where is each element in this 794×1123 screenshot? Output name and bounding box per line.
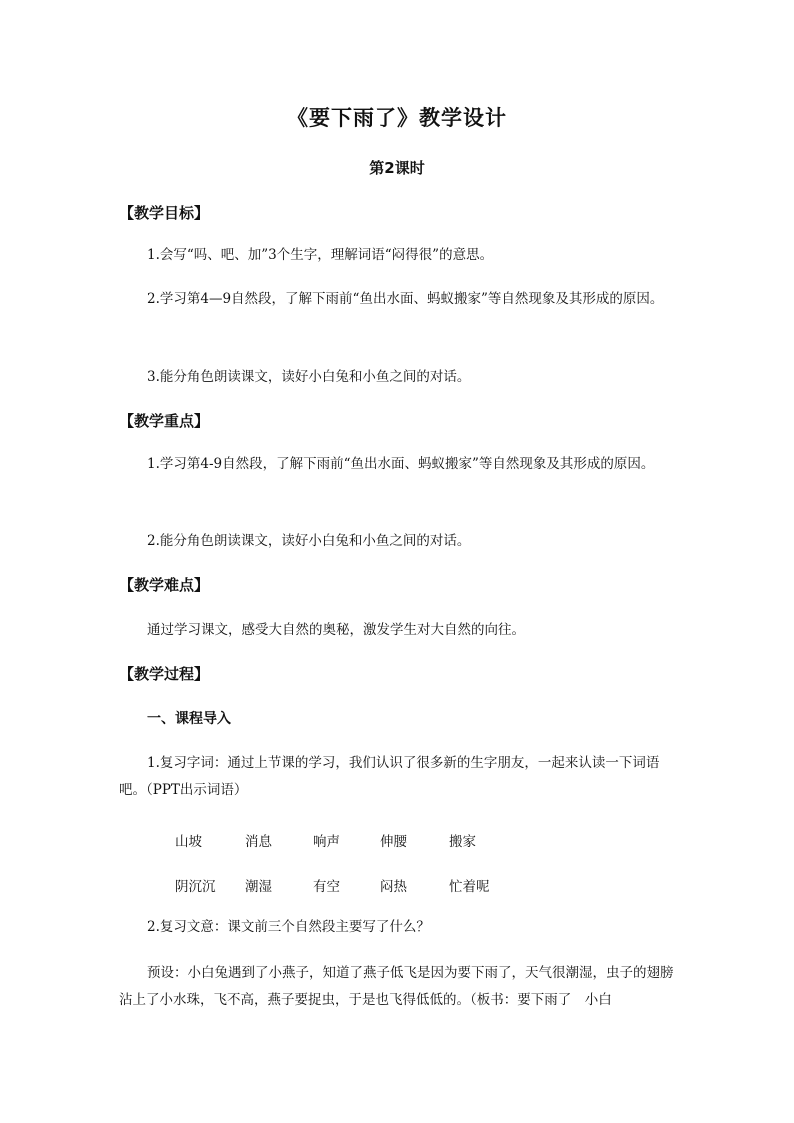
word-item: 搬家 xyxy=(449,834,476,850)
process-step-1: 1.复习字词：通过上节课的学习，我们认识了很多新的生字朋友，一起来认读一下词语吧。（PPT出示词语） xyxy=(119,755,660,798)
word-item: 有空 xyxy=(313,879,340,895)
key-point-item-1: 1.学习第4-9自然段，了解下雨前“鱼出水面、蚂蚁搬家”等自然现象及其形成的原因。 xyxy=(147,456,655,472)
difficulty-text: 通过学习课文，感受大自然的奥秘，激发学生对大自然的向往。 xyxy=(147,622,525,638)
process-part-1: 一、课程导入 xyxy=(147,711,231,727)
heading-process: 【教学过程】 xyxy=(119,665,210,683)
page-title: 《要下雨了》教学设计 xyxy=(287,106,507,130)
word-item: 消息 xyxy=(245,834,272,850)
word-item: 忙着呢 xyxy=(449,879,490,895)
process-preset: 预设：小白兔遇到了小燕子，知道了燕子低飞是因为要下雨了，天气很潮湿，虫子的翅膀沾上了小水珠，飞不高，燕子要捉虫，于是也飞得低低的。（板书：要下雨了 小白 xyxy=(119,965,674,1008)
lesson-number: 第2课时 xyxy=(369,159,425,177)
heading-key-points: 【教学重点】 xyxy=(119,412,210,430)
goal-item-2: 2.学习第4—9自然段，了解下雨前“鱼出水面、蚂蚁搬家”等自然现象及其形成的原因。 xyxy=(147,291,664,307)
key-point-item-2: 2.能分角色朗读课文，读好小白兔和小鱼之间的对话。 xyxy=(147,533,471,549)
heading-goals: 【教学目标】 xyxy=(119,204,210,222)
word-item: 伸腰 xyxy=(380,834,407,850)
goal-item-1: 1.会写“吗、吧、加”3个生字，理解词语“闷得很”的意思。 xyxy=(147,247,494,263)
word-item: 山坡 xyxy=(175,834,202,850)
goal-item-3: 3.能分角色朗读课文，读好小白兔和小鱼之间的对话。 xyxy=(147,369,471,385)
process-step-2: 2.复习文意：课文前三个自然段主要写了什么？ xyxy=(147,919,430,935)
word-item: 闷热 xyxy=(380,879,407,895)
word-item: 阴沉沉 xyxy=(175,879,216,895)
word-item: 响声 xyxy=(313,834,340,850)
heading-difficulties: 【教学难点】 xyxy=(119,576,210,594)
word-item: 潮湿 xyxy=(245,879,272,895)
